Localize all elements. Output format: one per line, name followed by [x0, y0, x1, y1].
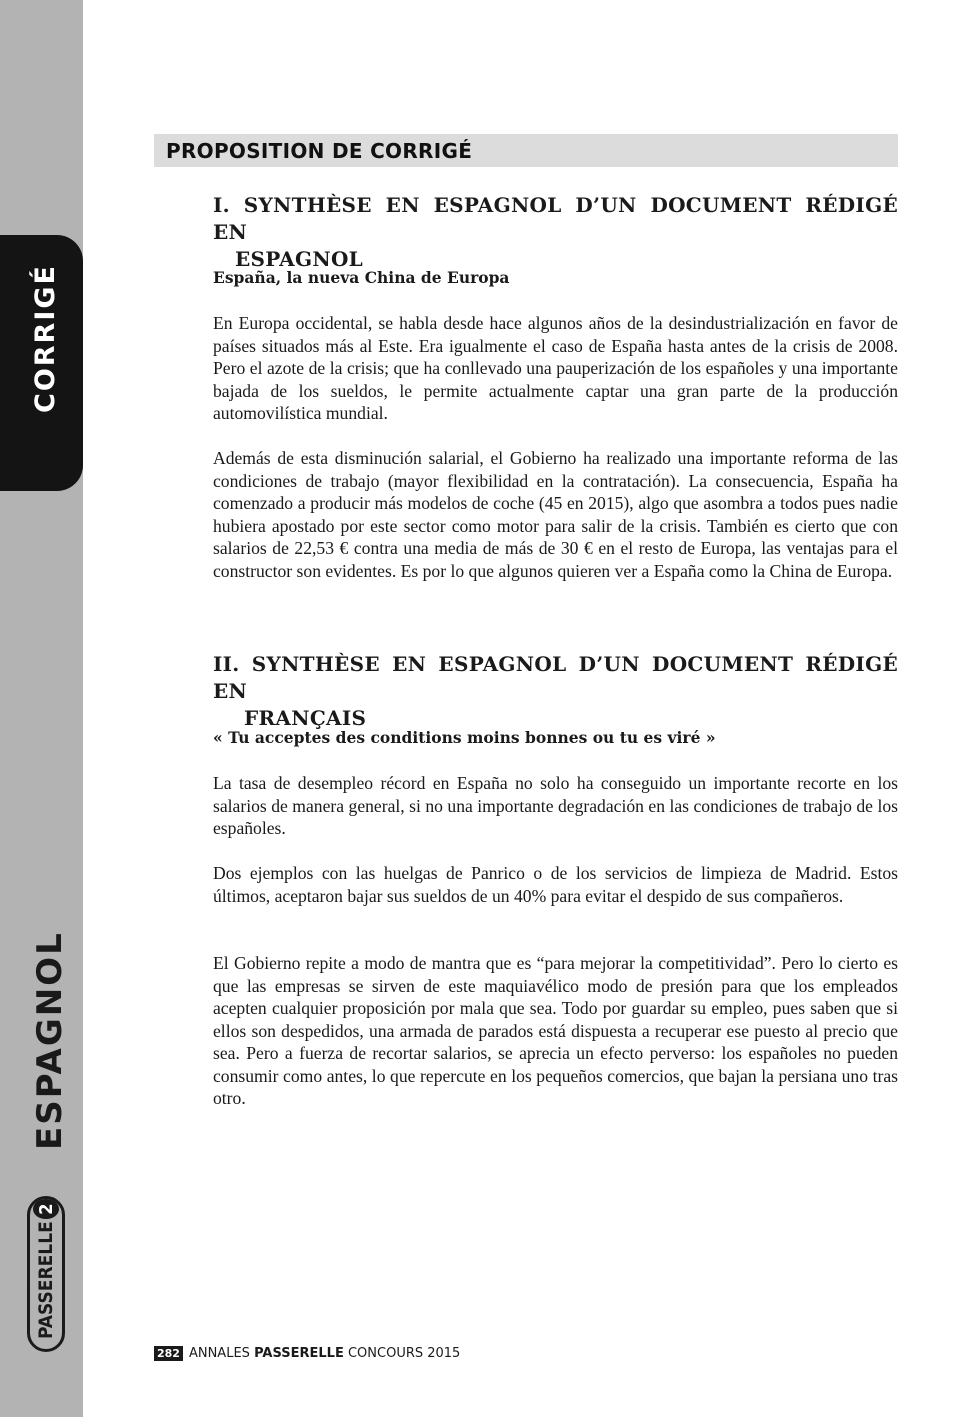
footer-suffix: CONCOURS 2015 — [347, 1346, 461, 1361]
part2-number: II. — [213, 652, 240, 676]
footer-prefix: ANNALES — [188, 1346, 250, 1361]
section-header-title: PROPOSITION DE CORRIGÉ — [166, 139, 473, 163]
logo-text: PASSERELLE — [35, 1221, 57, 1339]
page-number: 282 — [154, 1346, 183, 1361]
part1-title-line2: ESPAGNOL — [235, 247, 364, 271]
part1-title-line1: SYNTHÈSE EN ESPAGNOL D’UN DOCUMENT RÉDIGÉ EN — [213, 193, 899, 244]
part2-heading — [213, 651, 898, 732]
section-header — [154, 134, 898, 167]
part2-subtitle: « Tu acceptes des conditions moins bonnes ou tu es viré » — [213, 728, 716, 747]
footer-brand: PASSERELLE — [254, 1346, 344, 1361]
part2-paragraph-2: Dos ejemplos con las huelgas de Panrico o de los servicios de limpieza de Madrid. Estos últimos, aceptaron bajar sus sueldos de un 40% para evitar el despido de sus compañeros. — [213, 863, 898, 906]
logo-number: 2 — [33, 1199, 59, 1219]
part2-paragraph-1: La tasa de desempleo récord en España no solo ha conseguido un importante recorte en los salarios de manera general, si no una importante degradación en las condiciones de trabajo de los españoles. — [213, 773, 898, 838]
part2-title-line1: SYNTHÈSE EN ESPAGNOL D’UN DOCUMENT RÉDIGÉ EN — [213, 652, 899, 703]
part1-number: I. — [213, 193, 230, 217]
passerelle-logo — [27, 1196, 65, 1352]
section-tab-label: CORRIGÉ — [30, 264, 61, 413]
part2-title-line2: FRANÇAIS — [244, 706, 367, 730]
part1-heading — [213, 192, 898, 273]
subject-label: ESPAGNOL — [30, 931, 70, 1150]
part2-paragraph-3: El Gobierno repite a modo de mantra que es “para mejorar la competitividad”. Pero lo cierto es que las empresas se sirven de este maquiavélico modo de presión para que los empleados acepten cualquier proposición por mala que sea. Todo por guardar su empleo, pues saben que si ellos son despedidos, una armada de parados está dispuesta a recuperar ese puesto al precio que sea. Pero a fuerza de recortar salarios, se aprecia un efecto perverso: los españoles no pueden consumir como antes, lo que repercute en los pequeños comercios, que bajan la persiana uno tras otro. — [213, 953, 898, 1108]
part1-paragraph-1: En Europa occidental, se habla desde hace algunos años de la desindustrialización en favor de países situados más al Este. Era igualmente el caso de España hasta antes de la crisis de 2008. Pero el azote de la crisis; que ha conllevado una pauperización de los españoles y una importante bajada de los sueldos, le permite actualmente captar una gran parte de la producción automovilística mundial. — [213, 313, 898, 423]
part1-subtitle: España, la nueva China de Europa — [213, 268, 510, 287]
sidebar — [0, 0, 83, 1417]
part1-paragraph-2: Además de esta disminución salarial, el Gobierno ha realizado una importante reforma de las condiciones de trabajo (mayor flexibilidad en la contratación). La consecuencia, España ha comenzado a producir más modelos de coche (45 en 2015), algo que asombra a todos pues nadie hubiera apostado por este sector como motor para salir de la crisis. También es cierto que con salarios de 22,53 € contra una media de más de 30 € en el resto de Europa, las ventajas para el constructor son evidentes. Es por lo que algunos quieren ver a España como la China de Europa. — [213, 448, 898, 581]
page-footer — [154, 1346, 460, 1361]
